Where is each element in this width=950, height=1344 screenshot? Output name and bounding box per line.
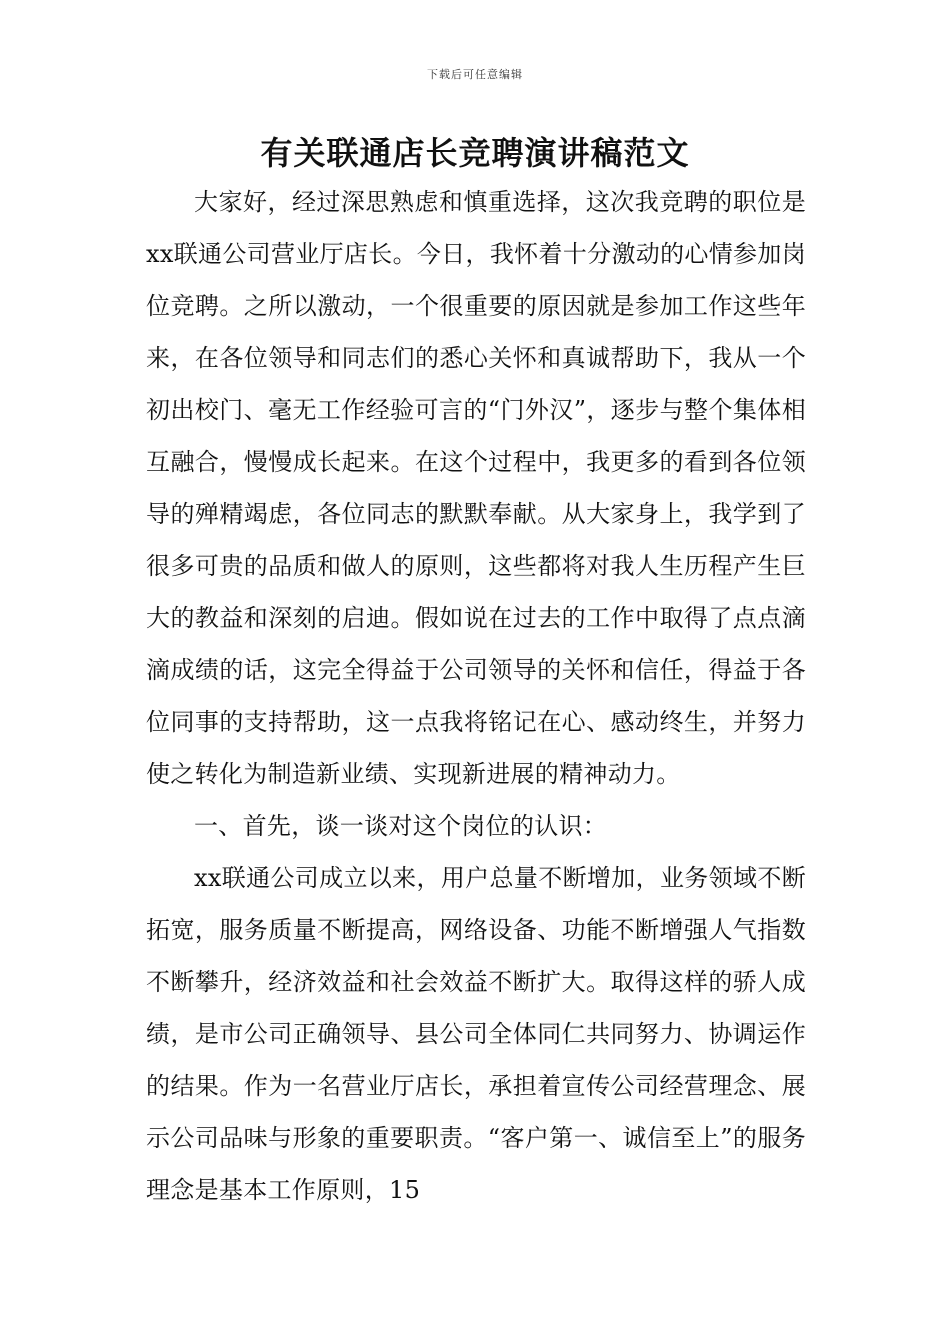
paragraph-section-body: xx联通公司成立以来，用户总量不断增加，业务领域不断拓宽，服务质量不断提高，网络设备、功能不断增强人气指数不断攀升，经济效益和社会效益不断扩大。取得这样的骄人成绩，是市公司正确领导、县公司全体同仁共同努力、协调运作的结果。作为一名营业厅店长，承担着宣传公司经营理念、展示公司品味与形象的重要职责。“客户第一、诚信至上”的服务理念是基本工作原则，15 [146, 864, 806, 1204]
document-body [146, 176, 806, 1216]
document-title: 有关联通店长竞聘演讲稿范文 [260, 134, 690, 172]
paragraph-section-heading: 一、首先，谈一谈对这个岗位的认识： [194, 812, 608, 840]
header-note: 下载后可任意编辑 [427, 68, 523, 81]
paragraph-intro: 大家好，经过深思熟虑和慎重选择，这次我竞聘的职位是xx联通公司营业厅店长。今日，我怀着十分激动的心情参加岗位竞聘。之所以激动，一个很重要的原因就是参加工作这些年来，在各位领导和同志们的悉心关怀和真诚帮助下，我从一个初出校门、毫无工作经验可言的“门外汉”，逐步与整个集体相互融合，慢慢成长起来。在这个过程中，我更多的看到各位领导的殚精竭虑，各位同志的默默奉献。从大家身上，我学到了很多可贵的品质和做人的原则，这些都将对我人生历程产生巨大的教益和深刻的启迪。假如说在过去的工作中取得了点点滴滴成绩的话，这完全得益于公司领导的关怀和信任，得益于各位同事的支持帮助，这一点我将铭记在心、感动终生，并努力使之转化为制造新业绩、实现新进展的精神动力。 [146, 188, 806, 788]
